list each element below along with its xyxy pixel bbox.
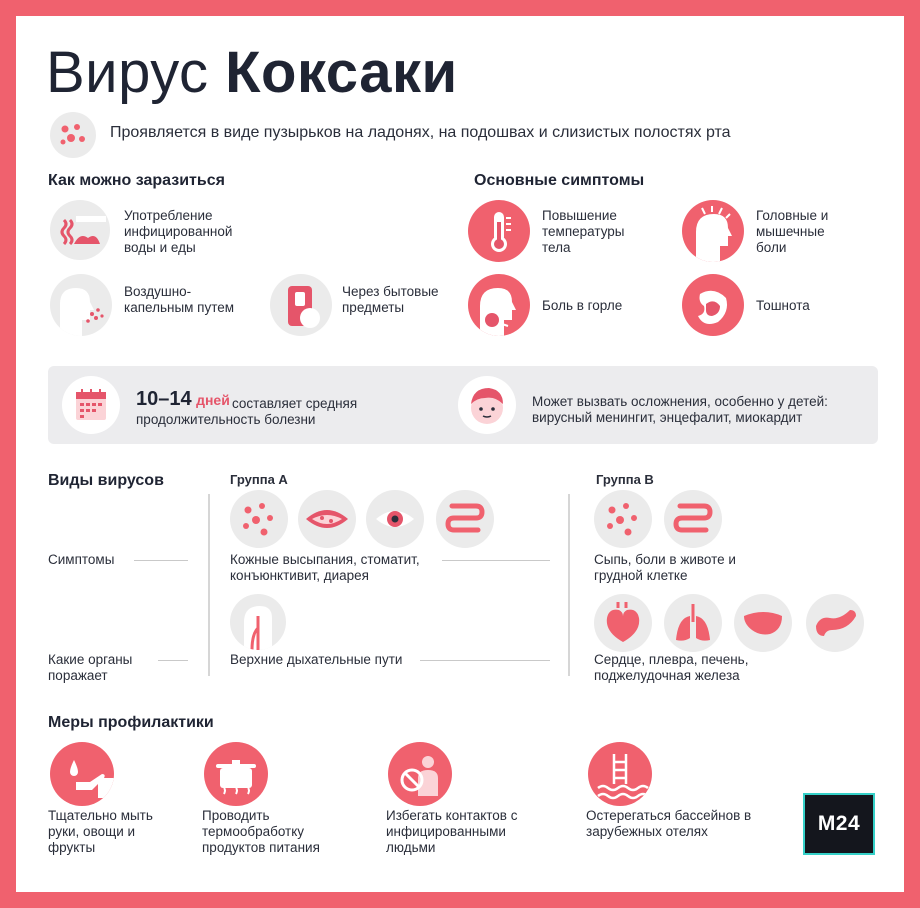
symptom-throat-text: Боль в горле	[542, 298, 623, 313]
group-a-symptoms: Кожные высыпания, стоматит, конъюнктивит, диарея	[230, 552, 420, 583]
avoid-contact-icon	[388, 742, 452, 806]
infection-heading: Как можно заразиться	[48, 172, 225, 189]
calendar-icon	[62, 376, 120, 434]
lungs-icon	[664, 594, 722, 652]
group-a-title: Группа А	[230, 472, 288, 487]
title-light: Вирус	[46, 40, 226, 105]
rash-b-icon	[594, 490, 652, 548]
hand-wash-icon	[50, 742, 114, 806]
child-face-icon	[458, 376, 516, 434]
mouth-stomatitis-icon	[298, 490, 356, 548]
prevention-heading: Меры профилактики	[48, 714, 214, 731]
airborne-icon	[50, 274, 112, 336]
sore-throat-icon	[468, 274, 530, 336]
nausea-icon	[682, 274, 744, 336]
blisters-icon	[50, 112, 96, 158]
headache-icon	[682, 200, 744, 262]
row-symptoms-label: Симптомы	[48, 552, 115, 567]
prevention-cook-text: Проводить термообработку продуктов питания	[202, 808, 320, 855]
intestine-b-icon	[664, 490, 722, 548]
subtitle: Проявляется в виде пузырьков на ладонях, на подошвах и слизистых полостях рта	[110, 124, 731, 141]
heart-icon	[594, 594, 652, 652]
rash-icon	[230, 490, 288, 548]
pool-icon	[588, 742, 652, 806]
row-organs-line	[158, 660, 188, 661]
group-a-organs-line	[420, 660, 550, 661]
symptoms-heading: Основные симптомы	[474, 172, 645, 189]
infection-household-text: Через бытовые предметы	[342, 284, 439, 315]
group-b-title: Группа В	[596, 472, 654, 487]
row-organs-label: Какие органы поражает	[48, 652, 133, 683]
group-a-organs: Верхние дыхательные пути	[230, 652, 403, 667]
row-symptoms-line	[134, 560, 188, 561]
symptom-headache-text: Головные и мышечные боли	[756, 208, 829, 255]
prevention-pools-text: Остерегаться бассейнов в зарубежных отелях	[586, 808, 752, 839]
group-b-symptoms: Сыпь, боли в животе и грудной клетке	[594, 552, 736, 583]
food-water-icon	[50, 200, 110, 260]
intestine-icon	[436, 490, 494, 548]
infection-food-text: Употребление инфицированной воды и еды	[124, 208, 233, 255]
symptom-nausea-text: Тошнота	[756, 298, 810, 313]
divider-group-b	[568, 494, 570, 676]
page-title	[46, 38, 458, 108]
eye-conjunctivitis-icon	[366, 490, 424, 548]
cooking-pot-icon	[204, 742, 268, 806]
group-b-organs: Сердце, плевра, печень, поджелудочная железа	[594, 652, 749, 683]
infographic-card	[16, 16, 904, 892]
duration-number: 10–14	[136, 388, 192, 410]
duration-unit: дней	[196, 392, 230, 408]
duration-text: составляет средняя продолжительность болезни	[136, 396, 358, 427]
m24-logo: M24	[803, 793, 875, 855]
pancreas-icon	[806, 594, 864, 652]
household-icon	[270, 274, 332, 336]
prevention-avoid-text: Избегать контактов с инфицированными людьми	[386, 808, 518, 855]
symptom-fever-text: Повышение температуры тела	[542, 208, 625, 255]
thermometer-icon	[468, 200, 530, 262]
liver-icon	[734, 594, 792, 652]
types-heading: Виды вирусов	[48, 472, 164, 489]
prevention-wash-text: Тщательно мыть руки, овощи и фрукты	[48, 808, 153, 855]
group-a-symptoms-line	[442, 560, 550, 561]
airways-icon	[230, 594, 286, 650]
divider-group-a	[208, 494, 210, 676]
infection-airborne-text: Воздушно-капельным путем	[124, 284, 235, 315]
title-bold: Коксаки	[225, 40, 458, 105]
complications-text: Может вызвать осложнения, особенно у детей: вирусный менингит, энцефалит, миокардит	[532, 394, 828, 425]
